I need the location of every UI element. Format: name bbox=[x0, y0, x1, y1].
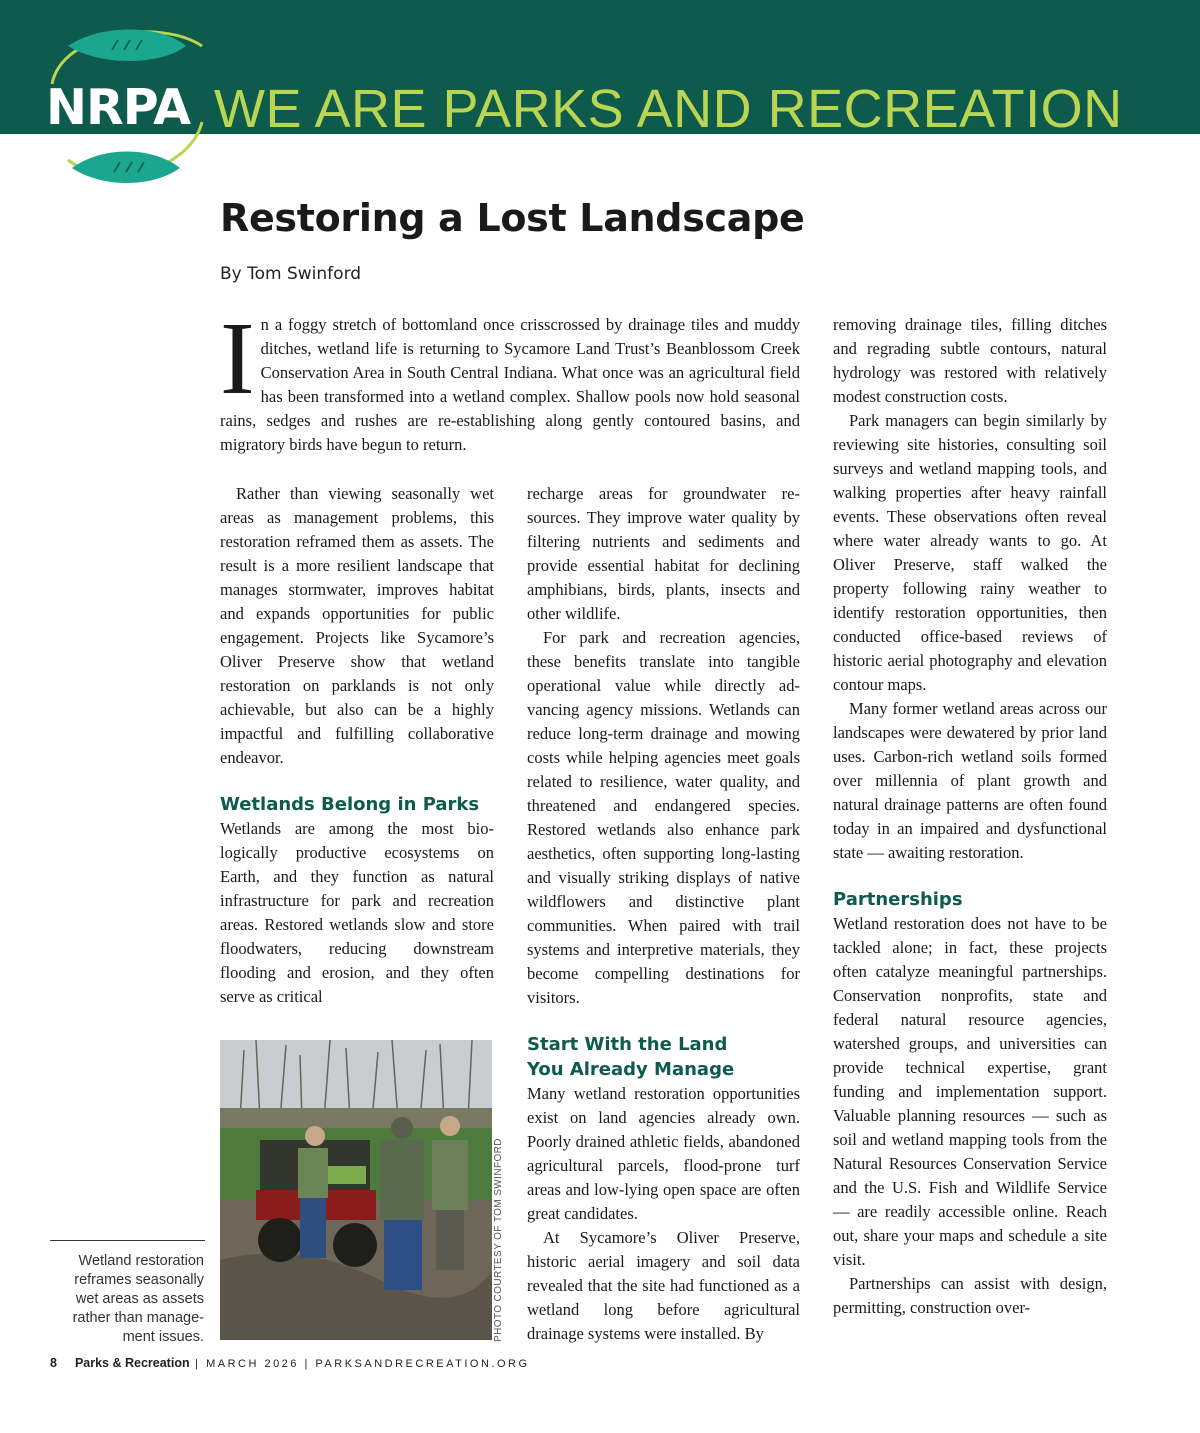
column-2 bbox=[527, 482, 800, 1346]
nrpa-logo-text: NRPA bbox=[46, 79, 191, 136]
column-1 bbox=[220, 482, 494, 1009]
section-heading-start bbox=[527, 1032, 800, 1082]
section-heading-line-1: Start With the Land bbox=[527, 1034, 728, 1055]
body-paragraph: For park and recreation agencies, these benefits translate into tangible operational value while directly advancing agency missions. Wetlands can reduce long-term drainage and mowing costs while helping agencies meet goals related to resilience, water quality, and threatened and endangered species. Restored wetlands also enhance park aesthetics, often supporting long-lasting and visually striking displays of native wildflowers and distinctive plant communities. When paired with trail systems and interpretive materials, they become compelling destinations for visitors. bbox=[527, 628, 800, 1007]
section-heading-partnerships: Partnerships bbox=[833, 889, 963, 910]
lead-text: n a foggy stretch of bottomland once crisscrossed by drainage tiles and muddy ditches, wetland life is returning to Sycamore Land Trust’s Beanblossom Creek Conservation Area in South Central Indiana. What once was an agricultural field has been transformed into a wetland complex. Shallow pools now hold seasonal rains, sedges and rushes are re-establishing along gently contoured basins, and migratory birds have begun to return. bbox=[220, 315, 800, 454]
body-paragraph: Many former wetland areas across our landscapes were dewatered by prior land uses. Carbon-rich wetland soils formed over millennia of plant growth and natural drainage patterns are often found today in an impaired and dysfunctional state — awaiting restoration. bbox=[833, 699, 1107, 862]
page-footer bbox=[50, 1356, 530, 1370]
lead-paragraph bbox=[220, 301, 800, 457]
column-3 bbox=[833, 313, 1107, 1320]
section-heading-wetlands: Wetlands Belong in Parks bbox=[220, 794, 480, 815]
body-paragraph: Many wetland restoration opportunities exist on land agencies already own. Poorly drained athletic fields, abandoned agricultural parcels, flood-prone turf areas and low-lying open space are often great candidates. bbox=[527, 1084, 800, 1223]
body-paragraph: removing drainage tiles, filling ditches and regrading subtle contours, natural hydrology was restored with relatively modest construction costs. bbox=[833, 315, 1107, 406]
masthead-tagline: WE ARE PARKS AND RECREATION bbox=[214, 79, 1123, 139]
wetland-work-photo bbox=[220, 1040, 492, 1340]
photo-credit: PHOTO COURTESY OF TOM SWINFORD bbox=[493, 1138, 504, 1342]
body-paragraph: Park managers can begin similarly by reviewing site histories, consulting soil surveys and wetland mapping tools, and walking properties after heavy rainfall events. These observations often reveal where water already wants to go. At Oliver Preserve, staff walked the property following rainy weather to identify restoration opportunities, then conducted office-based reviews of historic aerial photography and elevation contour maps. bbox=[833, 411, 1107, 694]
body-paragraph: At Sycamore’s Oliver Preserve, historic aerial imagery and soil data revealed that the site had functioned as a wetland long before agricultural drainage systems were installed. By bbox=[527, 1228, 800, 1343]
magazine-name: Parks & Recreation bbox=[74, 1356, 190, 1370]
drop-cap: I bbox=[220, 301, 255, 416]
article-title: Restoring a Lost Landscape bbox=[220, 196, 805, 240]
body-paragraph: Wetland restoration does not have to be tackled alone; in fact, these projects often catalyze meaningful partnerships. Conservation nonprofits, state and federal natural resource agencies, watershed groups, and universities can provide technical expertise, grant funding and implementation support. Valuable planning resources — such as soil and wetland mapping tools from the Natural Resources Conservation Service and the U.S. Fish and Wildlife Service — are readily accessible online. Reach out, share your maps and schedule a site visit. bbox=[833, 914, 1107, 1269]
caption-divider bbox=[50, 1240, 205, 1241]
body-paragraph: Partnerships can assist with design, permitting, construction over- bbox=[833, 1274, 1107, 1317]
photo-caption: Wetland restoration reframes seasonally wet areas as assets rather than management issues. bbox=[72, 1253, 204, 1345]
body-paragraph: Wetlands are among the most biologically productive ecosystems on Earth, and they function as natural infrastructure for park and recreation areas. Restored wetlands slow and store floodwaters, reducing downstream flooding and erosion, and they often serve as critical bbox=[220, 819, 494, 1006]
body-paragraph: Rather than viewing seasonally wet areas as management problems, this restoration reframed them as assets. The result is a more resilient landscape that manages stormwater, improves habitat and expands opportunities for public engagement. Projects like Sycamore’s Oliver Preserve show that wetland restoration on parklands is not only achievable, but also can be a highly impactful and fulfilling collaborative endeavor. bbox=[220, 484, 494, 767]
article-byline: By Tom Swinford bbox=[220, 264, 362, 284]
body-paragraph: recharge areas for groundwater resources. They improve water quality by filtering nutrients and sediments and provide essential habitat for declining amphibians, birds, plants, insects and other wildlife. bbox=[527, 484, 800, 623]
footer-issue-url: | MARCH 2026 | PARKSANDRECREATION.ORG bbox=[189, 1358, 530, 1370]
section-heading-line-2: You Already Manage bbox=[527, 1059, 735, 1080]
page-number: 8 bbox=[50, 1356, 57, 1370]
